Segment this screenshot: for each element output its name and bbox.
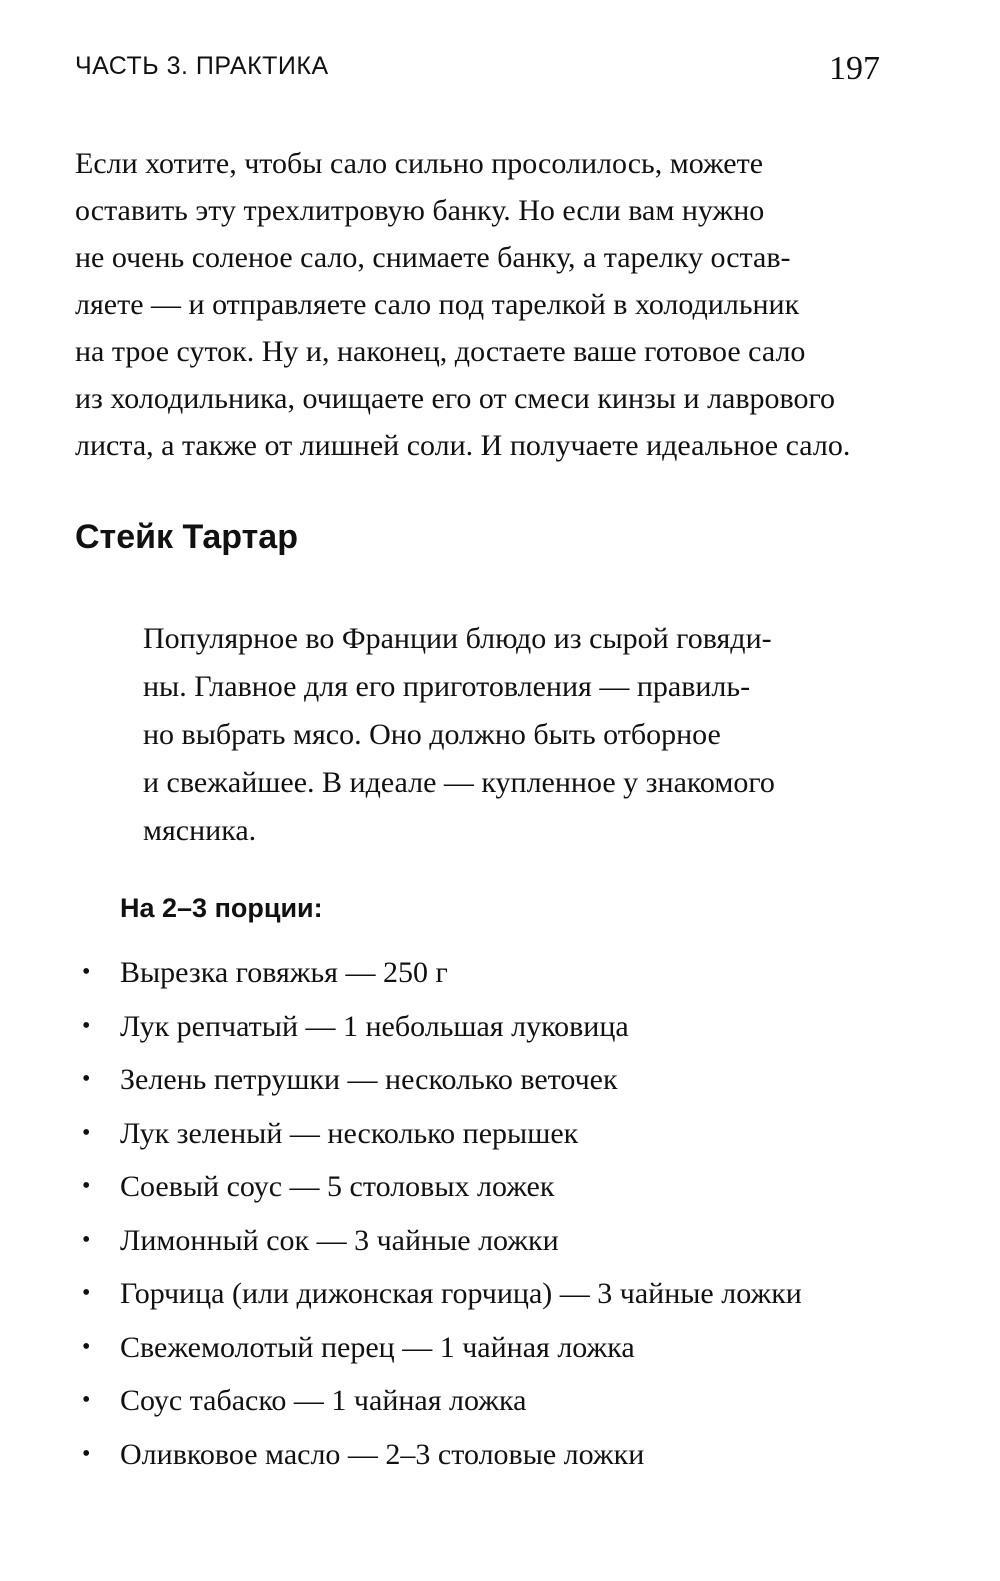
recipe-title: Стейк Тартар (75, 518, 298, 556)
ingredient-text: Соевый соус — 5 столовых ложек (120, 1170, 555, 1203)
bullet-icon: • (82, 1066, 91, 1092)
bullet-icon: • (82, 1333, 91, 1360)
ingredient-item (80, 1374, 802, 1428)
lead-line: мясника. (143, 814, 257, 847)
intro-line: листа, а также от лишней соли. И получаете идеальное сало. (75, 429, 851, 462)
ingredient-item (80, 1321, 802, 1375)
bullet-icon: • (82, 1012, 91, 1039)
ingredient-item (80, 1107, 802, 1161)
recipe-lead-paragraph (143, 615, 833, 855)
bullet-icon: • (82, 1173, 91, 1199)
ingredient-item (80, 1214, 802, 1268)
ingredient-text: Горчица (или дижонская горчица) — 3 чайные ложки (120, 1277, 802, 1310)
ingredient-item (80, 1428, 802, 1482)
ingredient-item (80, 946, 802, 1000)
bullet-icon: • (82, 1280, 91, 1306)
intro-line: на трое суток. Ну и, наконец, достаете ваше готовое сало (75, 335, 806, 368)
ingredient-item (80, 1000, 802, 1054)
lead-line: ны. Главное для его приготовления — правиль- (143, 670, 751, 703)
intro-line: ляете — и отправляете сало под тарелкой в холодильник (75, 288, 800, 321)
lead-line: Популярное во Франции блюдо из сырой говяди- (143, 622, 772, 655)
intro-line: оставить эту трехлитровую банку. Но если вам нужно (75, 194, 765, 227)
ingredient-text: Лук зеленый — несколько перышек (120, 1116, 579, 1150)
ingredient-text: Вырезка говяжья — 250 г (120, 956, 448, 989)
intro-paragraph (75, 140, 890, 469)
page-number: 197 (829, 50, 880, 87)
bullet-icon: • (82, 1387, 91, 1413)
lead-line: но выбрать мясо. Оно должно быть отборное (143, 718, 721, 751)
ingredient-text: Свежемолотый перец — 1 чайная ложка (120, 1330, 635, 1364)
ingredient-text: Лимонный сок — 3 чайные ложки (120, 1223, 559, 1257)
ingredient-item (80, 1160, 802, 1214)
lead-line: и свежайшее. В идеале — купленное у знакомого (143, 766, 775, 799)
ingredient-item (80, 1267, 802, 1321)
bullet-icon: • (82, 959, 91, 985)
ingredient-text: Оливковое масло — 2–3 столовые ложки (120, 1437, 645, 1471)
intro-line: не очень соленое сало, снимаете банку, а тарелку остав- (75, 241, 791, 274)
bullet-icon: • (82, 1226, 91, 1253)
intro-line: из холодильника, очищаете его от смеси кинзы и лаврового (75, 382, 836, 415)
ingredient-list (80, 946, 802, 1481)
ingredient-text: Зелень петрушки — несколько веточек (120, 1063, 618, 1096)
bullet-icon: • (82, 1119, 91, 1146)
bullet-icon: • (82, 1440, 91, 1467)
running-header: ЧАСТЬ 3. ПРАКТИКА (75, 52, 329, 80)
ingredient-item (80, 1053, 802, 1107)
servings-heading: На 2–3 порции: (120, 893, 323, 923)
ingredient-text: Лук репчатый — 1 небольшая луковица (120, 1009, 629, 1043)
intro-line: Если хотите, чтобы сало сильно просолилось, можете (75, 147, 764, 180)
ingredient-text: Соус табаско — 1 чайная ложка (120, 1384, 527, 1417)
